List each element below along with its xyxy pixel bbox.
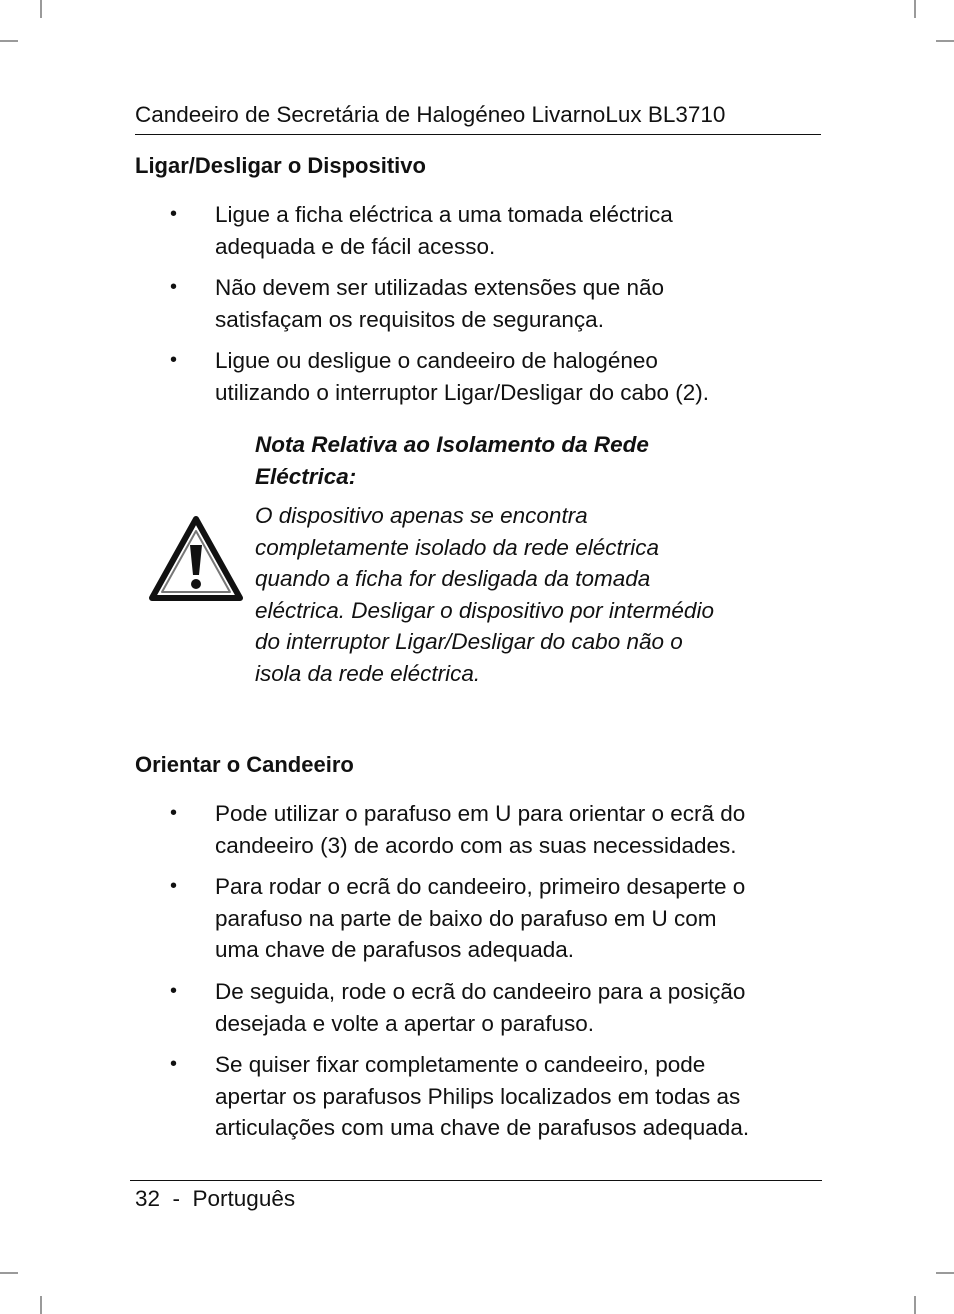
list-item-text: Se quiser fixar completamente o candeeiro, pode apertar os parafusos Philips localizados em todas as articulações com uma chave de parafusos adequada. xyxy=(215,1052,750,1140)
list-item-text: De seguida, rode o ecrã do candeeiro para a posição desejada e volte a apertar o parafuso. xyxy=(215,979,746,1036)
bullet: • xyxy=(170,276,178,298)
list-item-text: Para rodar o ecrã do candeeiro, primeiro desaperte o parafuso na parte de baixo do parafuso em U com uma chave de parafusos adequada. xyxy=(215,874,746,962)
crop-mark xyxy=(936,1272,954,1274)
crop-mark xyxy=(914,1296,916,1314)
page-footer: 32 - Português xyxy=(135,1186,296,1211)
list-item-text: Não devem ser utilizadas extensões que não satisfaçam os requisitos de segurança. xyxy=(215,275,665,332)
section-heading-power: Ligar/Desligar o Dispositivo xyxy=(135,153,426,178)
bullet: • xyxy=(170,980,178,1002)
crop-mark xyxy=(0,1272,18,1274)
crop-mark xyxy=(40,1296,42,1314)
crop-mark xyxy=(914,0,916,18)
bullet: • xyxy=(170,875,178,897)
note-title: Nota Relativa ao Isolamento da Rede Eléctrica: xyxy=(255,432,649,489)
bullet: • xyxy=(170,349,178,371)
section-heading-orient: Orientar o Candeeiro xyxy=(135,752,354,777)
page-header: Candeeiro de Secretária de Halogéneo LivarnoLux BL3710 xyxy=(135,100,821,135)
note-text: O dispositivo apenas se encontra completamente isolado da rede eléctrica quando a ficha for desligada da tomada eléctrica. Desligar o dispositivo por intermédio do interruptor Ligar/Desligar do cabo não o isola da rede eléctrica. xyxy=(255,503,714,686)
crop-mark xyxy=(936,40,954,42)
bullet: • xyxy=(170,203,178,225)
footer-divider xyxy=(130,1180,822,1181)
crop-mark xyxy=(0,40,18,42)
list-item-text: Ligue a ficha eléctrica a uma tomada eléctrica adequada e de fácil acesso. xyxy=(215,202,673,259)
warning-triangle-icon xyxy=(148,515,244,603)
list-item-text: Ligue ou desligue o candeeiro de halogéneo utilizando o interruptor Ligar/Desligar do cabo (2). xyxy=(215,348,710,405)
list-item-text: Pode utilizar o parafuso em U para orientar o ecrã do candeeiro (3) de acordo com as suas necessidades. xyxy=(215,801,746,858)
bullet: • xyxy=(170,1053,178,1075)
bullet: • xyxy=(170,802,178,824)
crop-mark xyxy=(40,0,42,18)
